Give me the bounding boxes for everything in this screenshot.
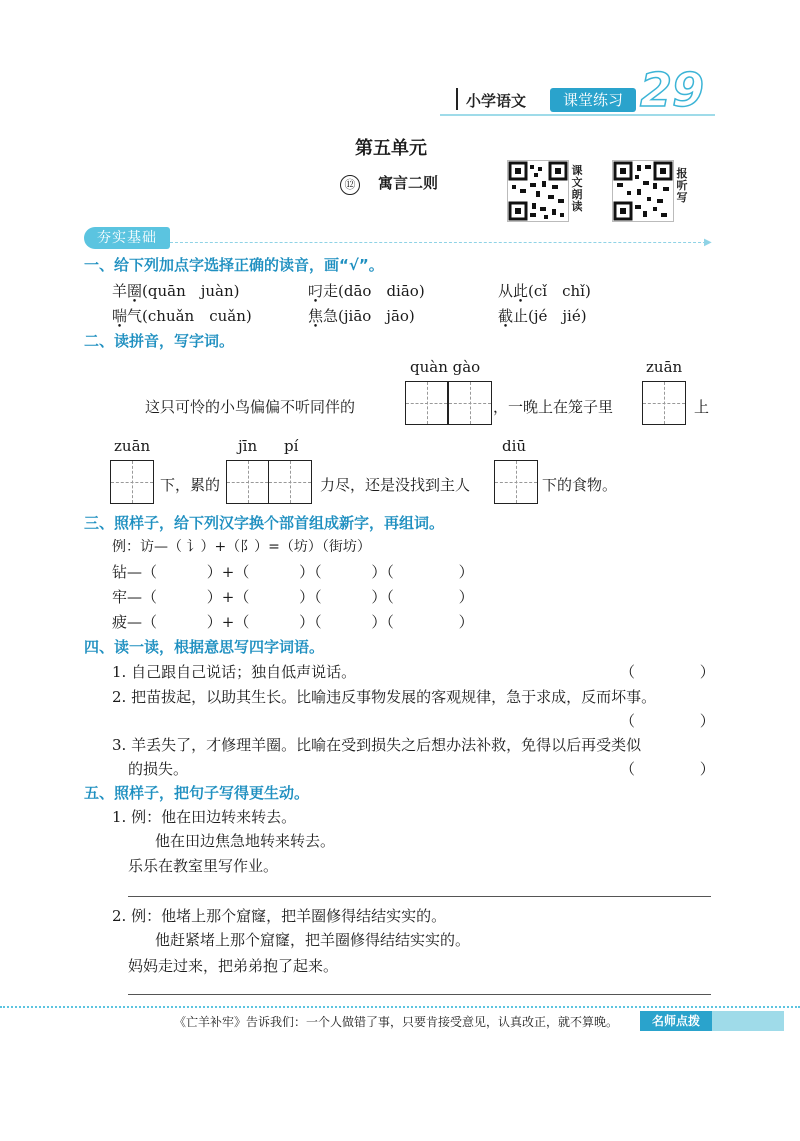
q3-title: 三、照样子，给下列汉字换个部首组成新字，再组词。 <box>84 514 445 532</box>
q4-answer-1[interactable]: （ ） <box>620 663 715 681</box>
q5-task-2: 妈妈走过来，把弟弟抱了起来。 <box>128 957 339 975</box>
q4-answer-2[interactable]: （ ） <box>620 712 715 730</box>
q3-row-1[interactable]: 钻—（ ）+（ ）（ ）（ ） <box>112 563 474 581</box>
qr-reading-label: 课 文 朗 读 <box>571 164 583 213</box>
unit-title: 第五单元 <box>355 138 427 159</box>
footer-badge-tail <box>712 1011 784 1031</box>
q2-line2-text-b: 力尽，还是没找到主人 <box>320 476 471 494</box>
answer-grid-jinpi[interactable] <box>226 460 312 504</box>
section-divider <box>170 242 706 243</box>
q2-line2-text-c: 下的食物。 <box>542 476 618 494</box>
q5-example-1-answer: 他在田边焦急地转来转去。 <box>155 832 336 850</box>
pinyin-jin: jīn <box>238 437 258 455</box>
q1-item-1: 羊圈(quān juàn) <box>112 282 240 300</box>
qr-dictation-label: 报 听 写 <box>676 167 688 204</box>
q2-line1-text-c: 上 <box>694 398 710 416</box>
pinyin-pi: pí <box>284 437 299 455</box>
answer-grid-zuan-2[interactable] <box>110 460 154 504</box>
q5-example-1: 1. 例：他在田边转来转去。 <box>112 808 297 826</box>
q2-line1-text-b: ，一晚上在笼子里 <box>493 398 614 416</box>
practice-badge: 课堂练习 <box>550 88 636 112</box>
lesson-title <box>340 172 438 195</box>
q2-line1-text-a: 这只可怜的小鸟偏偏不听同伴的 <box>145 398 356 416</box>
q4-answer-3[interactable]: （ ） <box>620 760 715 778</box>
section-badge: 夯实基础 <box>84 227 170 249</box>
q3-row-2[interactable]: 牢—（ ）+（ ）（ ）（ ） <box>112 588 474 606</box>
q1-item-3: 从此(cǐ chǐ) <box>498 282 591 300</box>
q4-item-1: 1. 自己跟自己说话；独自低声说话。 <box>112 663 357 681</box>
q1-item-5: 焦急(jiāo jāo) <box>308 307 415 325</box>
pinyin-quangao: quàn gào <box>410 358 481 376</box>
q1-title: 一、给下列加点字选择正确的读音，画“√”。 <box>84 256 384 274</box>
q3-example: 例：访—（ 讠）+（阝）=（坊）（街坊） <box>112 539 371 555</box>
pinyin-zuan-2: zuān <box>114 437 151 455</box>
q1-item-2: 叼走(dāo diāo) <box>308 282 425 300</box>
q1-item-6: 截止(jé jié) <box>498 307 587 325</box>
lesson-number: ⑫ <box>340 175 360 195</box>
subject-label: 小学语文 <box>466 92 527 110</box>
q5-answer-line-2[interactable] <box>128 994 711 995</box>
footer-badge: 名师点拨 <box>640 1011 712 1031</box>
header-separator <box>456 88 458 110</box>
q4-title: 四、读一读，根据意思写四字词语。 <box>84 638 325 656</box>
q2-title: 二、读拼音，写字词。 <box>84 332 235 350</box>
page-number: 29 <box>640 63 705 117</box>
lesson-name: 寓言二则 <box>378 174 439 192</box>
pinyin-diu: diū <box>502 437 527 455</box>
footer-tip-text: 《亡羊补牢》告诉我们：一个人做错了事，只要肯接受意见，认真改正，就不算晚。 <box>174 1015 619 1029</box>
answer-grid-zuan-1[interactable] <box>642 381 686 425</box>
q1-item-4: 喘气(chuǎn cuǎn) <box>112 307 252 325</box>
q5-title: 五、照样子，把句子写得更生动。 <box>84 784 310 802</box>
q2-line2-text-a: 下，累的 <box>160 476 221 494</box>
q4-item-3-cont: 的损失。 <box>128 760 189 778</box>
q5-example-2: 2. 例：他堵上那个窟窿，把羊圈修得结结实实的。 <box>112 907 447 925</box>
qr-code-dictation[interactable] <box>612 160 674 222</box>
arrow-right-icon: ▶ <box>704 237 712 248</box>
q5-answer-line-1[interactable] <box>128 896 711 897</box>
q4-item-3: 3. 羊丢失了，才修理羊圈。比喻在受到损失之后想办法补救，免得以后再受类似 <box>112 736 642 754</box>
pinyin-zuan-1: zuān <box>646 358 683 376</box>
q5-task-1: 乐乐在教室里写作业。 <box>128 857 279 875</box>
q3-row-3[interactable]: 疲—（ ）+（ ）（ ）（ ） <box>112 613 474 631</box>
q4-item-2: 2. 把苗拔起，以助其生长。比喻违反事物发展的客观规律，急于求成，反而坏事。 <box>112 688 657 706</box>
q5-example-2-answer: 他赶紧堵上那个窟窿，把羊圈修得结结实实的。 <box>155 931 471 949</box>
answer-grid-diu[interactable] <box>494 460 538 504</box>
footer-divider <box>0 1006 800 1008</box>
qr-code-reading[interactable] <box>507 160 569 222</box>
answer-grid-quangao-2[interactable] <box>448 381 492 425</box>
